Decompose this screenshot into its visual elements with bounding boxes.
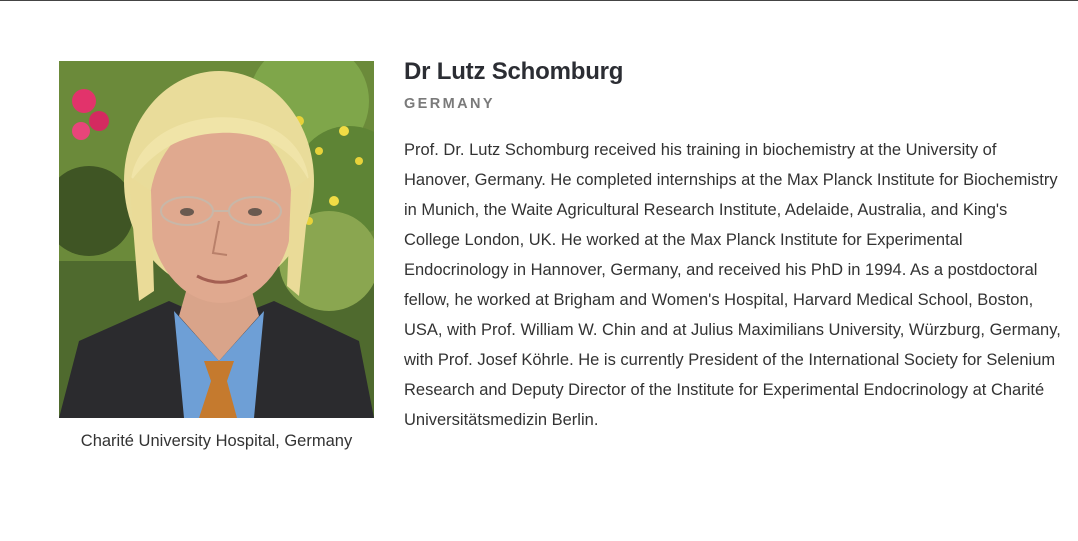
profile-photo <box>59 61 374 418</box>
speaker-bio: Prof. Dr. Lutz Schomburg received his training in biochemistry at the University of Hanover, Germany. He completed internships at the Max Planck Institute for Biochemistry in Munich, the Waite Agricultural Research Institute, Adelaide, Australia, and King's College London, UK. He worked at the Max Planck Institute for Experimental Endocrinology in Hannover, Germany, and received his PhD in 1994. As a postdoctoral fellow, he worked at Brigham and Women's Hospital, Harvard Medical School, Boston, USA, with Prof. William W. Chin and at Julius Maximilians University, Würzburg, Germany, with Prof. Josef Köhrle. He is currently President of the International Society for Selenium Research and Deputy Director of the Institute for Experimental Endocrinology at Charité Universitätsmedizin Berlin. <box>404 141 1061 429</box>
speaker-country: GERMANY <box>404 96 495 112</box>
photo-caption: Charité University Hospital, Germany <box>80 432 353 450</box>
speaker-name: Dr Lutz Schomburg <box>404 58 624 85</box>
top-divider <box>0 0 1078 1</box>
